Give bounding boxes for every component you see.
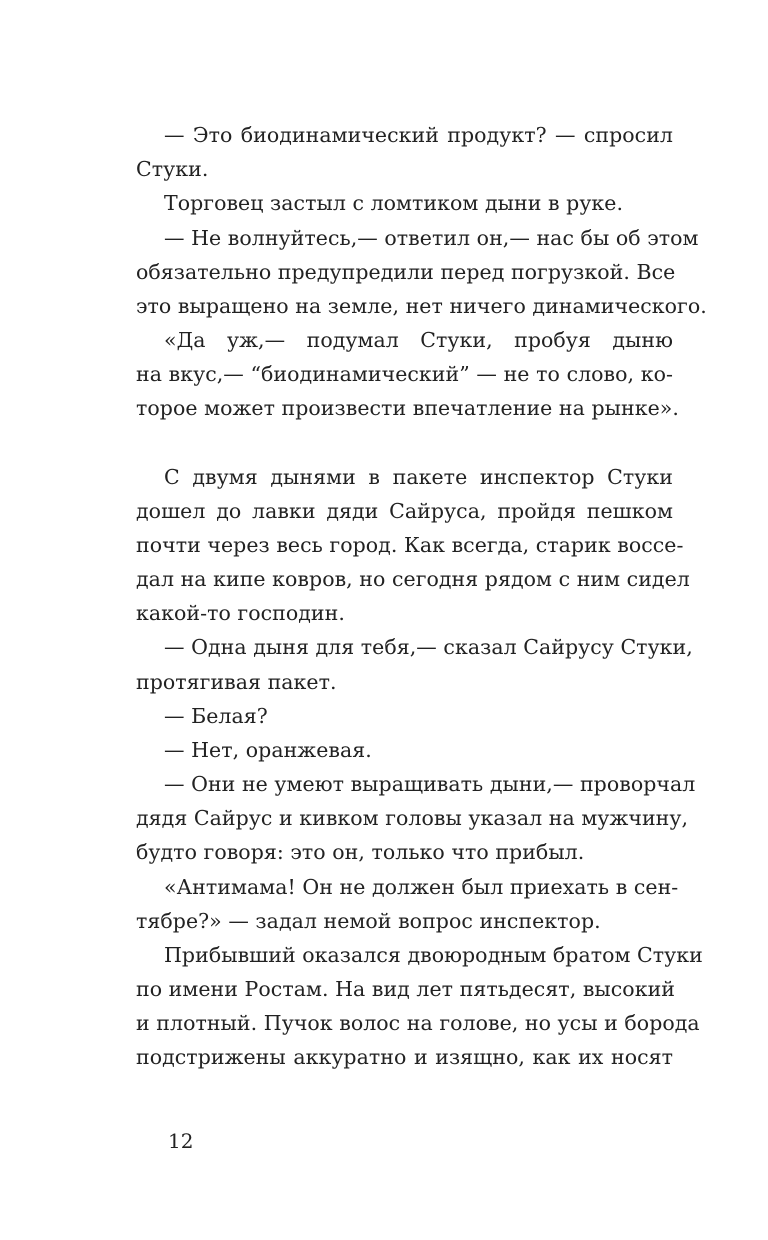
text-line: «Антимама! Он не должен был приехать в сен- (164, 875, 679, 899)
text-line: на вкус,— “биодинамический” — не то слово, ко- (136, 362, 673, 386)
text-line: это выращено на земле, нет ничего динамического. (136, 294, 707, 318)
text-line: — Нет, оранжевая. (164, 738, 372, 762)
text-line: подстрижены аккуратно и изящно, как их носят (136, 1045, 673, 1069)
text-line: — Они не умеют выращивать дыни,— проворчал (164, 772, 696, 796)
text-line: Прибывший оказался двоюродным братом Стуки (164, 943, 703, 967)
text-line: и плотный. Пучок волос на голове, но усы и борода (136, 1011, 700, 1035)
text-line: тябре?» — задал немой вопрос инспектор. (136, 909, 601, 933)
text-line: дошел до лавки дяди Сайруса, пройдя пешком (136, 499, 673, 523)
text-line: будто говоря: это он, только что прибыл. (136, 840, 585, 864)
text-line: Торговец застыл с ломтиком дыни в руке. (164, 191, 624, 215)
text-line: — Это биодинамический продукт? — спросил (164, 123, 673, 147)
text-line: протягивая пакет. (136, 670, 337, 694)
text-line: — Не волнуйтесь,— ответил он,— нас бы об этом (164, 226, 699, 250)
text-line: торое может произвести впечатление на рынке». (136, 396, 679, 420)
page-number: 12 (168, 1129, 194, 1153)
text-line: — Белая? (164, 704, 268, 728)
text-line: дал на кипе ковров, но сегодня рядом с ним сидел (136, 567, 690, 591)
text-line: обязательно предупредили перед погрузкой. Все (136, 260, 676, 284)
text-line: Стуки. (136, 157, 209, 181)
text-line: С двумя дынями в пакете инспектор Стуки (164, 465, 673, 489)
text-line: по имени Ростам. На вид лет пятьдесят, высокий (136, 977, 675, 1001)
text-line: «Да уж,— подумал Стуки, пробуя дыню (164, 328, 673, 352)
text-line: — Одна дыня для тебя,— сказал Сайрусу Стуки, (164, 635, 693, 659)
text-line: дядя Сайрус и кивком головы указал на мужчину, (136, 806, 689, 830)
text-line: почти через весь город. Как всегда, старик воссе- (136, 533, 684, 557)
text-line: какой-то господин. (136, 601, 345, 625)
